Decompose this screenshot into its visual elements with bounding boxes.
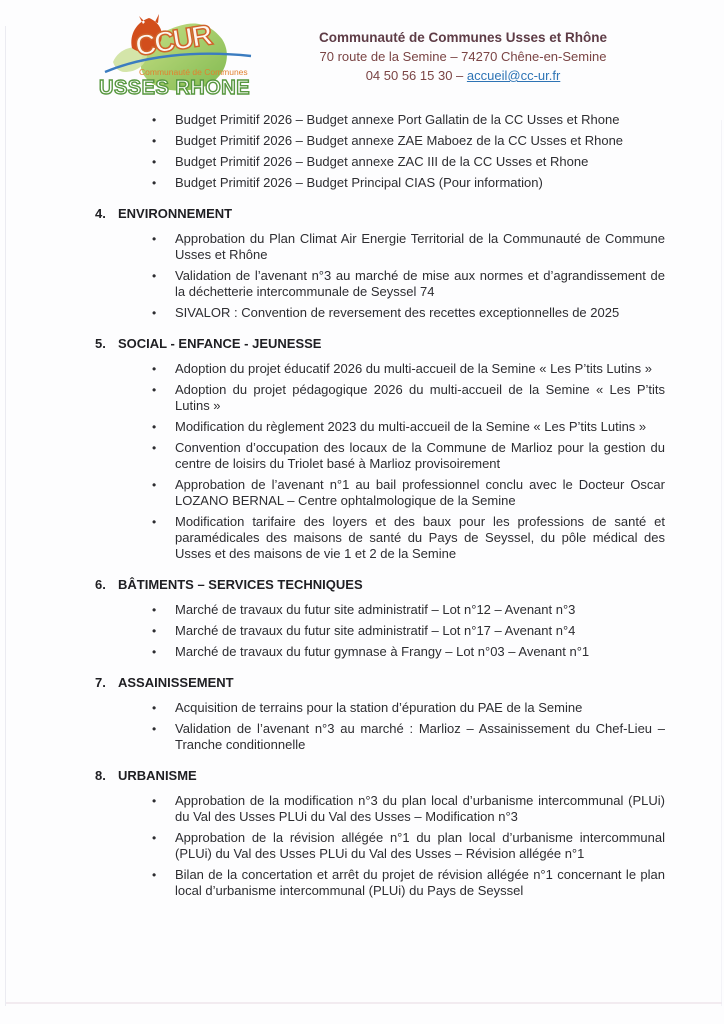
bullet-icon: •	[152, 362, 157, 376]
agenda-item	[152, 268, 665, 300]
bullet-icon: •	[152, 155, 157, 169]
agenda-item-text: Approbation de la modification n°3 du plan local d’urbanisme intercommunal (PLUi) du Val des Usses PLUi du Val des Usses – Modification n°3	[175, 793, 665, 824]
agenda-item-text: Budget Primitif 2026 – Budget annexe ZAC III de la CC Usses et Rhone	[175, 154, 589, 169]
agenda-item	[152, 793, 665, 825]
bullet-icon: •	[152, 701, 157, 715]
section-environnement	[95, 206, 665, 321]
agenda-item-text: Marché de travaux du futur gymnase à Frangy – Lot n°03 – Avenant n°1	[175, 644, 590, 659]
agenda-item	[152, 154, 665, 170]
section-heading	[95, 336, 665, 352]
agenda-item	[152, 721, 665, 753]
section-number: 4.	[95, 206, 106, 221]
scan-edge-left	[5, 26, 6, 1006]
bullet-icon: •	[152, 134, 157, 148]
logo-name: USSES RHONE	[99, 77, 251, 99]
section-title: ENVIRONNEMENT	[118, 206, 233, 221]
org-contact	[278, 66, 648, 85]
agenda-item	[152, 382, 665, 414]
section-title: BÂTIMENTS – SERVICES TECHNIQUES	[118, 577, 363, 592]
section-batiments-services-techniques	[95, 577, 665, 660]
bullet-icon: •	[152, 176, 157, 190]
agenda-item-text: Modification du règlement 2023 du multi-accueil de la Semine « Les P’tits Lutins »	[175, 419, 647, 434]
agenda-item-text: Approbation de l’avenant n°1 au bail professionnel conclu avec le Docteur Oscar LOZANO BERNAL – Centre ophtalmologique de la Semine	[175, 477, 665, 508]
bullet-icon: •	[152, 420, 157, 434]
ccur-logo-graphic	[95, 14, 260, 102]
bullet-icon: •	[152, 478, 157, 492]
org-name: Communauté de Communes Usses et Rhône	[318, 30, 608, 45]
section-title: URBANISME	[118, 768, 197, 783]
agenda-item-text: Validation de l’avenant n°3 au marché de mise aux normes et d’agrandissement de la déchetterie intercommunale de Seyssel 74	[175, 268, 665, 299]
agenda-item	[152, 477, 665, 509]
agenda-item-text: Marché de travaux du futur site administratif – Lot n°12 – Avenant n°3	[175, 602, 576, 617]
section-items-list	[95, 231, 665, 321]
ccur-logo	[95, 14, 260, 102]
agenda-item	[152, 830, 665, 862]
agenda-item-text: Approbation de la révision allégée n°1 du plan local d’urbanisme intercommunal (PLUi) du Val des Usses PLUi du Val des Usses – Révision allégée n°1	[175, 830, 665, 861]
agenda-item	[152, 231, 665, 263]
section-heading	[95, 768, 665, 784]
email-link[interactable]: accueil@cc-ur.fr	[466, 68, 561, 83]
bullet-icon: •	[152, 441, 157, 455]
agenda-item	[152, 112, 665, 128]
letterhead	[278, 28, 648, 85]
agenda-item-text: Convention d’occupation des locaux de la Commune de Marlioz pour la gestion du centre de loisirs du Triolet basé à Marlioz provisoirement	[175, 440, 665, 471]
logo-acronym: CCUR	[133, 19, 213, 63]
agenda-document	[95, 112, 665, 904]
agenda-item-text: Validation de l’avenant n°3 au marché : Marlioz – Assainissement du Chef-Lieu – Tranche conditionnelle	[175, 721, 665, 752]
agenda-item	[152, 175, 665, 191]
section-heading	[95, 206, 665, 222]
agenda-item	[152, 361, 665, 377]
agenda-item-text: Bilan de la concertation et arrêt du projet de révision allégée n°1 concernant le plan local d’urbanisme intercommunal (PLUi) du Pays de Seyssel	[175, 867, 665, 898]
section-items-list	[95, 793, 665, 899]
agenda-item	[152, 623, 665, 639]
section-number: 6.	[95, 577, 106, 592]
bullet-icon: •	[152, 232, 157, 246]
agenda-item-text: Adoption du projet pédagogique 2026 du multi-accueil de la Semine « Les P’tits Lutins »	[175, 382, 665, 413]
bullet-icon: •	[152, 831, 157, 845]
section-heading	[95, 675, 665, 691]
org-address: 70 route de la Semine – 74270 Chêne-en-Semine	[319, 49, 607, 64]
agenda-item	[152, 700, 665, 716]
agenda-item-text: Marché de travaux du futur site administratif – Lot n°17 – Avenant n°4	[175, 623, 576, 638]
agenda-item-text: Budget Primitif 2026 – Budget Principal CIAS (Pour information)	[175, 175, 543, 190]
bullet-icon: •	[152, 269, 157, 283]
section-social-enfance-jeunesse	[95, 336, 665, 562]
agenda-item	[152, 419, 665, 435]
budget-items-list	[95, 112, 665, 191]
agenda-item	[152, 305, 665, 321]
bullet-icon: •	[152, 515, 157, 529]
section-urbanisme	[95, 768, 665, 899]
agenda-item-text: Adoption du projet éducatif 2026 du multi-accueil de la Semine « Les P’tits Lutins »	[175, 361, 652, 376]
section-number: 8.	[95, 768, 106, 783]
section-title: ASSAINISSEMENT	[118, 675, 234, 690]
section-number: 7.	[95, 675, 106, 690]
agenda-item	[152, 602, 665, 618]
agenda-item	[152, 440, 665, 472]
bullet-icon: •	[152, 306, 157, 320]
agenda-item-text: Budget Primitif 2026 – Budget annexe Port Gallatin de la CC Usses et Rhone	[175, 112, 620, 127]
agenda-item-text: Approbation du Plan Climat Air Energie Territorial de la Communauté de Commune Usses et Rhône	[175, 231, 665, 262]
agenda-item	[152, 644, 665, 660]
bullet-icon: •	[152, 645, 157, 659]
agenda-item-text: Acquisition de terrains pour la station d’épuration du PAE de la Semine	[175, 700, 583, 715]
section-items-list	[95, 700, 665, 753]
section-assainissement	[95, 675, 665, 753]
agenda-item	[152, 867, 665, 899]
bullet-icon: •	[152, 383, 157, 397]
scan-edge-bottom	[6, 1002, 722, 1004]
agenda-item-text: Budget Primitif 2026 – Budget annexe ZAE Maboez de la CC Usses et Rhone	[175, 133, 624, 148]
section-items-list	[95, 361, 665, 562]
agenda-item	[152, 133, 665, 149]
agenda-item-text: SIVALOR : Convention de reversement des recettes exceptionnelles de 2025	[175, 305, 620, 320]
bullet-icon: •	[152, 868, 157, 882]
section-number: 5.	[95, 336, 106, 351]
org-phone: 04 50 56 15 30 –	[365, 68, 464, 83]
bullet-icon: •	[152, 113, 157, 127]
section-items-list	[95, 602, 665, 660]
scan-edge-right	[721, 120, 722, 1006]
bullet-icon: •	[152, 624, 157, 638]
logo-subtitle: Communauté de Communes	[139, 67, 248, 77]
section-heading	[95, 577, 665, 593]
agenda-item	[152, 514, 665, 562]
bullet-icon: •	[152, 722, 157, 736]
bullet-icon: •	[152, 794, 157, 808]
agenda-item-text: Modification tarifaire des loyers et des baux pour les professions de santé et paramédicales des maisons de santé du Pays de Seyssel, du pôle médical des Usses et des maisons de vie 1 et 2 de la Semine	[175, 514, 665, 561]
section-title: SOCIAL - ENFANCE - JEUNESSE	[118, 336, 322, 351]
bullet-icon: •	[152, 603, 157, 617]
